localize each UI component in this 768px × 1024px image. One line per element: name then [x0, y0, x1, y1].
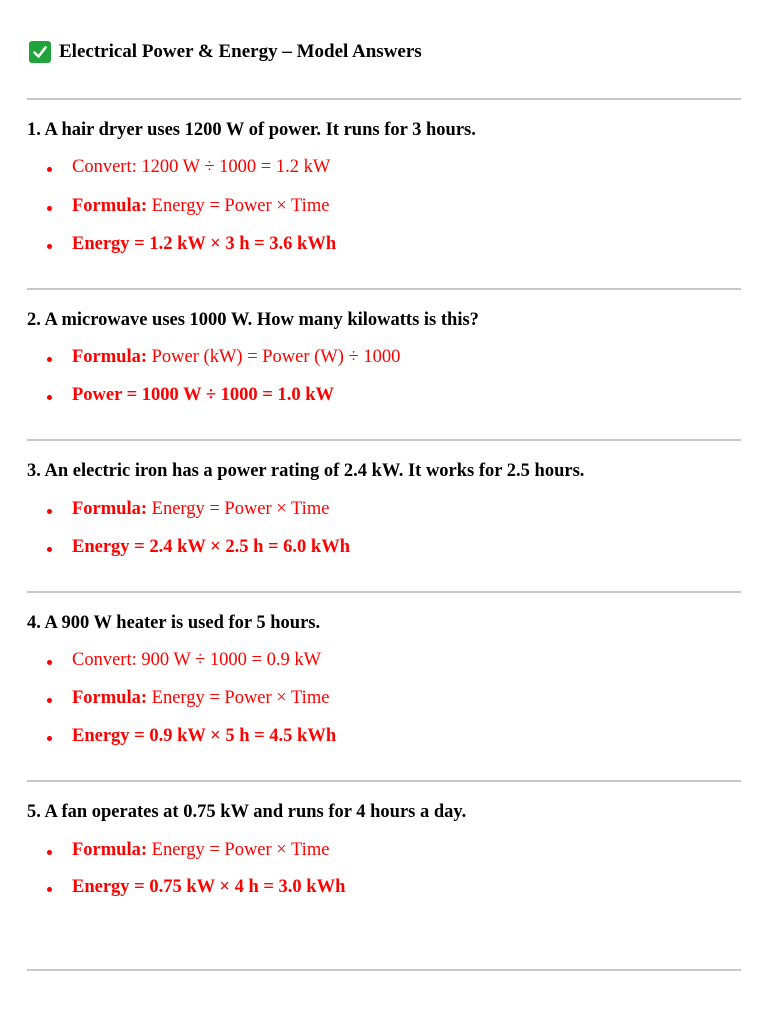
q4-result-step — [47, 725, 336, 747]
title-row — [29, 40, 422, 64]
bullet-dot — [47, 395, 52, 400]
q5-formula-step — [47, 839, 329, 861]
q3-formula-step — [47, 498, 329, 520]
bullet-dot — [47, 698, 52, 703]
bullet-dot — [47, 660, 52, 665]
divider — [27, 969, 741, 971]
q5-formula-label: Formula: — [72, 840, 148, 860]
q3-result-step — [47, 536, 350, 558]
page-title: Electrical Power & Energy – Model Answers — [59, 41, 422, 62]
q4-convert-step — [47, 649, 321, 671]
question-4: 4. A 900 W heater is used for 5 hours. — [27, 613, 321, 633]
q4-formula-text: Energy = Power × Time — [151, 688, 330, 708]
q1-convert-step — [47, 156, 330, 178]
q3-result-text: Energy = 2.4 kW × 2.5 h = 6.0 kWh — [72, 537, 350, 557]
check-mark-icon — [29, 41, 51, 63]
bullet-dot — [47, 167, 52, 172]
bullet-dot — [47, 736, 52, 741]
q5-result-text: Energy = 0.75 kW × 4 h = 3.0 kWh — [72, 877, 346, 897]
bullet-dot — [47, 547, 52, 552]
question-3: 3. An electric iron has a power rating of 2.4 kW. It works for 2.5 hours. — [27, 461, 585, 481]
bullet-dot — [47, 357, 52, 362]
bullet-dot — [47, 244, 52, 249]
q5-formula-text: Energy = Power × Time — [151, 840, 330, 860]
divider — [27, 591, 741, 593]
q4-formula-step — [47, 687, 329, 709]
q2-formula-label: Formula: — [72, 347, 148, 367]
bullet-dot — [47, 850, 52, 855]
q1-formula-step — [47, 195, 329, 217]
q4-formula-label: Formula: — [72, 688, 148, 708]
q4-convert-text: Convert: 900 W ÷ 1000 = 0.9 kW — [72, 650, 322, 670]
divider — [27, 780, 741, 782]
bullet-dot — [47, 887, 52, 892]
bullet-dot — [47, 509, 52, 514]
question-2: 2. A microwave uses 1000 W. How many kilowatts is this? — [27, 310, 479, 330]
q3-formula-label: Formula: — [72, 499, 148, 519]
q5-result-step — [47, 876, 345, 898]
q1-convert-text: Convert: 1200 W ÷ 1000 = 1.2 kW — [72, 157, 331, 177]
q4-result-text: Energy = 0.9 kW × 5 h = 4.5 kWh — [72, 726, 337, 746]
divider — [27, 439, 741, 441]
q1-result-text: Energy = 1.2 kW × 3 h = 3.6 kWh — [72, 234, 337, 254]
q1-result-step — [47, 233, 336, 255]
divider — [27, 288, 741, 290]
question-5: 5. A fan operates at 0.75 kW and runs for 4 hours a day. — [27, 802, 467, 822]
q1-formula-text: Energy = Power × Time — [151, 196, 330, 216]
q3-formula-text: Energy = Power × Time — [151, 499, 330, 519]
q2-formula-step — [47, 346, 400, 368]
question-1: 1. A hair dryer uses 1200 W of power. It runs for 3 hours. — [27, 120, 476, 140]
q2-result-text: Power = 1000 W ÷ 1000 = 1.0 kW — [72, 385, 334, 405]
q1-formula-label: Formula: — [72, 196, 148, 216]
q2-result-step — [47, 384, 334, 406]
divider — [27, 98, 741, 100]
q2-formula-text: Power (kW) = Power (W) ÷ 1000 — [151, 347, 401, 367]
bullet-dot — [47, 206, 52, 211]
